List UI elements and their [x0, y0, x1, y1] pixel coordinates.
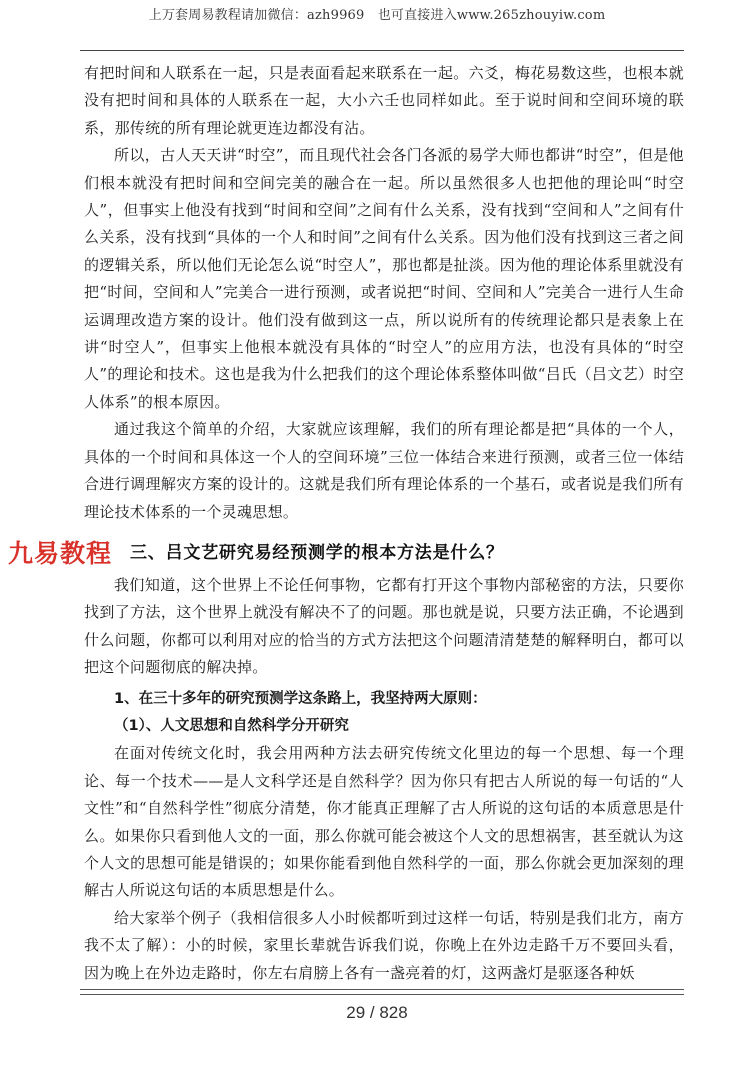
footer-rule	[80, 994, 684, 995]
paragraph: 我们知道，这个世界上不论任何事物，它都有打开这个事物内部秘密的方法，只要你找到了方法，这个世界上就没有解决不了的问题。那也就是说，只要方法正确，不论遇到什么问题，你都可以利用对应的恰当的方式方法把这个问题清清楚楚的解释明白，都可以把这个问题彻底的解决掉。	[84, 575, 684, 677]
section-heading-text: 三、吕文艺研究易经预测学的根本方法是什么？	[130, 542, 504, 563]
subheading: 1、在三十多年的研究预测学这条路上，我坚持两大原则：	[114, 690, 487, 707]
paragraph: 在面对传统文化时，我会用两种方法去研究传统文化里边的每一个思想、每一个理论、每一个技术——是人文科学还是自然科学？因为你只有把古人所说的每一句话的“人文性”和“自然科学性”彻底分清楚，你才能真正理解了古人所说的这句话的本质意思是什么。如果你只看到他人文的一面，那么你就可能会被这个人文的思想祸害，甚至就认为这个人文的思想可能是错误的；如果你能看到他自然科学的一面，那么你就会更加深刻的理解古人所说这句话的本质思想是什么。	[84, 744, 684, 900]
page-content	[8, 60, 684, 987]
paragraph: 有把时间和人联系在一起，只是表面看起来联系在一起。六爻，梅花易数这些，也根本就没有把时间和具体的人联系在一起，大小六壬也同样如此。至于说时间和空间环境的联系，那传统的所有理论就更连边都没有沾。	[84, 64, 684, 137]
page-number: 29 / 828	[346, 1003, 408, 1022]
paragraph: 通过我这个简单的介绍，大家就应该理解，我们的所有理论都是把“具体的一个人，具体的一个时间和具体这一个人的空间环境”三位一体结合来进行预测，或者三位一体结合进行调理解灾方案的设计的。这就是我们所有理论体系的一个基石，或者说是我们所有理论技术体系的一个灵魂思想。	[84, 420, 684, 521]
subheading: （1）、人文思想和自然科学分开研究	[114, 717, 349, 734]
page-header: 上万套周易教程请加微信：azh9969 也可直接进入www.265zhouyiw.com	[148, 8, 606, 23]
section-heading	[8, 536, 684, 568]
paragraph: 所以，古人天天讲“时空”，而且现代社会各门各派的易学大师也都讲“时空”，但是他们根本就没有把时间和空间完美的融合在一起。所以虽然很多人也把他的理论叫“时空人”，但事实上他没有找到“时间和空间”之间有什么关系，没有找到“空间和人”之间有什么关系，没有找到“具体的一个人和时间”之间有什么关系。因为他们没有找到这三者之间的逻辑关系，所以他们无论怎么说“时空人”，那也都是扯淡。因为他的理论体系里就没有把“时间，空间和人”完美合一进行预测，或者说把“时间、空间和人”完美合一进行人生命运调理改造方案的设计。他们没有做到这一点，所以说所有的传统理论都只是表象上在讲“时空人”，但事实上他根本就没有具体的“时空人”的应用方法，也没有具体的“时空人”的理论和技术。这也是我为什么把我们的这个理论体系整体叫做“吕氏（吕文艺）时空人体系”的根本原因。	[84, 146, 684, 411]
footer-rule	[80, 989, 684, 990]
header-rule	[80, 50, 684, 51]
paragraph: 给大家举个例子（我相信很多人小时候都听到过这样一句话，特别是我们北方，南方我不太了解）：小的时候，家里长辈就告诉我们说，你晚上在外边走路千万不要回头看，因为晚上在外边走路时，你左右肩膀上各有一盏亮着的灯，这两盏灯是驱逐各种妖	[84, 908, 684, 982]
watermark-logo: 九易教程	[8, 538, 113, 568]
